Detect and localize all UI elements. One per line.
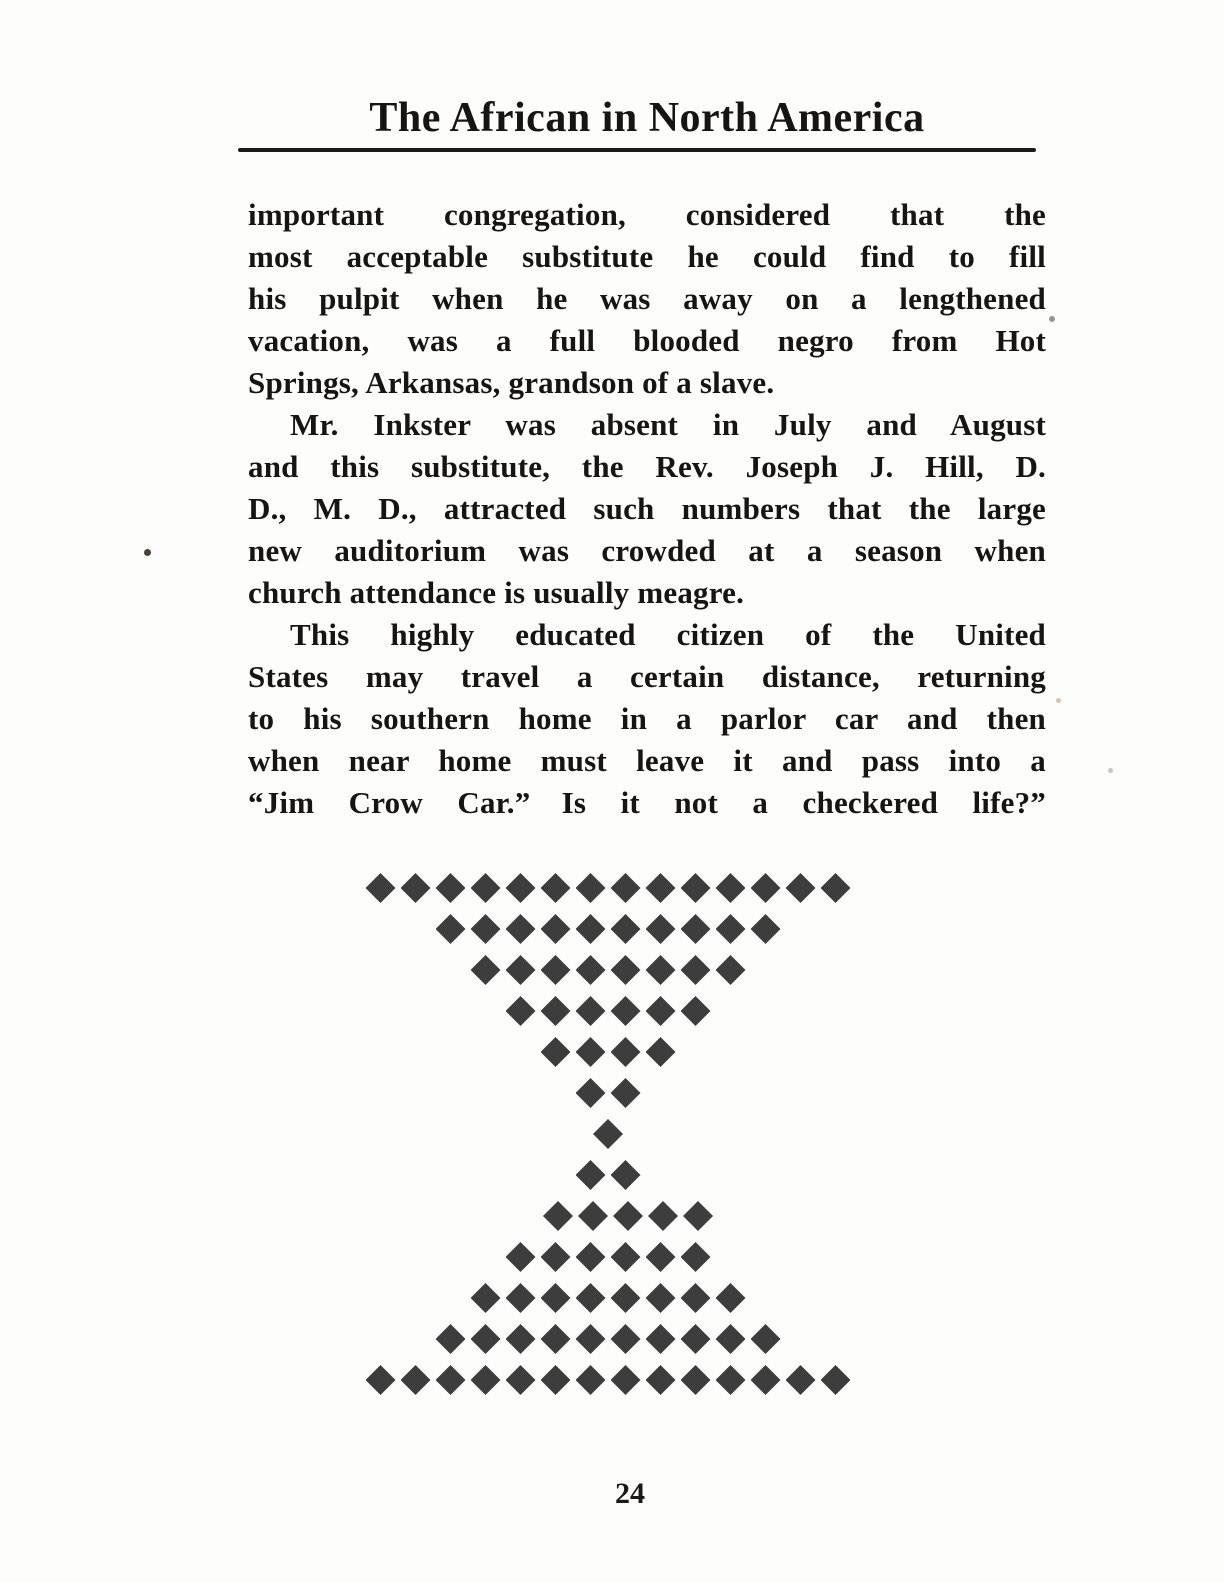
text-line: his pulpit when he was away on a lengthened (248, 281, 1046, 316)
diamond-icon (716, 1324, 746, 1354)
diamond-icon (541, 1365, 571, 1395)
diamond-icon (681, 914, 711, 944)
scan-speck (1056, 698, 1061, 703)
diamond-icon (576, 1242, 606, 1272)
diamond-icon (681, 1324, 711, 1354)
diamond-icon (366, 1365, 396, 1395)
paragraph-3 (248, 614, 1046, 824)
diamond-icon (786, 1365, 816, 1395)
diamond-icon (541, 1242, 571, 1272)
diamond-icon (646, 1324, 676, 1354)
diamond-icon (681, 955, 711, 985)
diamond-icon (436, 914, 466, 944)
ornament-row (576, 1078, 641, 1108)
diamond-icon (681, 1283, 711, 1313)
ornament-row (366, 1365, 851, 1395)
text-line: and this substitute, the Rev. Joseph J. Hill, D. (248, 449, 1046, 484)
diamond-icon (611, 914, 641, 944)
diamond-icon (506, 955, 536, 985)
text-column (248, 96, 1046, 824)
diamond-icon (471, 1365, 501, 1395)
diamond-icon (751, 873, 781, 903)
diamond-icon (681, 1365, 711, 1395)
diamond-icon (611, 1037, 641, 1067)
diamond-icon (611, 1324, 641, 1354)
diamond-icon (436, 1365, 466, 1395)
diamond-icon (821, 1365, 851, 1395)
diamond-icon (646, 914, 676, 944)
text-line: Mr. Inkster was absent in July and August (290, 407, 1046, 442)
diamond-icon (506, 873, 536, 903)
diamond-icon (751, 1365, 781, 1395)
text-line: church attendance is usually meagre. (248, 575, 745, 610)
diamond-icon (646, 996, 676, 1026)
diamond-icon (506, 1324, 536, 1354)
diamond-icon (716, 873, 746, 903)
text-line: States may travel a certain distance, returning (248, 659, 1046, 694)
text-line: when near home must leave it and pass into a (248, 743, 1046, 778)
ornament-row (506, 1242, 711, 1272)
diamond-icon (541, 955, 571, 985)
text-line: important congregation, considered that the (248, 197, 1046, 232)
diamond-icon (401, 1365, 431, 1395)
diamond-icon (646, 1037, 676, 1067)
diamond-icon (541, 873, 571, 903)
diamond-icon (576, 1283, 606, 1313)
diamond-icon (681, 873, 711, 903)
ornament-row (543, 1201, 713, 1231)
ornament-row (593, 1119, 623, 1149)
diamond-icon (436, 873, 466, 903)
diamond-icon (716, 1283, 746, 1313)
diamond-icon (506, 1283, 536, 1313)
diamond-icon (541, 914, 571, 944)
diamond-icon (646, 955, 676, 985)
diamond-icon (471, 1324, 501, 1354)
diamond-icon (576, 1324, 606, 1354)
diamond-icon (506, 1242, 536, 1272)
diamond-icon (578, 1201, 608, 1231)
paragraph-2 (248, 404, 1046, 614)
diamond-icon (541, 1324, 571, 1354)
diamond-icon (543, 1201, 573, 1231)
diamond-icon (681, 996, 711, 1026)
diamond-icon (716, 955, 746, 985)
diamond-icon (611, 1283, 641, 1313)
diamond-icon (613, 1201, 643, 1231)
diamond-icon (471, 873, 501, 903)
page-number: 24 (615, 1477, 645, 1510)
diamond-icon (786, 873, 816, 903)
diamond-icon (471, 1283, 501, 1313)
diamond-icon (366, 873, 396, 903)
diamond-icon (611, 955, 641, 985)
diamond-icon (716, 914, 746, 944)
diamond-icon (576, 1037, 606, 1067)
diamond-icon (681, 1242, 711, 1272)
diamond-icon (646, 1365, 676, 1395)
diamond-icon (576, 873, 606, 903)
page-title: The African in North America (369, 95, 925, 141)
diamond-icon (683, 1201, 713, 1231)
diamond-icon (611, 1078, 641, 1108)
diamond-icon (576, 1078, 606, 1108)
diamond-icon (716, 1365, 746, 1395)
diamond-icon (646, 1242, 676, 1272)
hourglass-ornament (0, 873, 1216, 1395)
diamond-icon (611, 1242, 641, 1272)
diamond-icon (506, 996, 536, 1026)
ornament-row (436, 914, 781, 944)
diamond-icon (471, 955, 501, 985)
diamond-icon (648, 1201, 678, 1231)
paragraph-1 (248, 194, 1046, 404)
diamond-icon (611, 873, 641, 903)
diamond-icon (506, 1365, 536, 1395)
diamond-icon (576, 1160, 606, 1190)
diamond-icon (576, 1365, 606, 1395)
text-line: to his southern home in a parlor car and then (248, 701, 1046, 736)
diamond-icon (611, 996, 641, 1026)
diamond-icon (401, 873, 431, 903)
diamond-icon (751, 1324, 781, 1354)
diamond-icon (821, 873, 851, 903)
ornament-row (576, 1160, 641, 1190)
ornament-row (366, 873, 851, 903)
diamond-icon (611, 1160, 641, 1190)
scan-speck (1108, 768, 1113, 773)
text-line: new auditorium was crowded at a season when (248, 533, 1046, 568)
body-text (248, 194, 1046, 824)
text-line: most acceptable substitute he could find to fill (248, 239, 1046, 274)
diamond-icon (541, 1037, 571, 1067)
diamond-icon (576, 955, 606, 985)
diamond-icon (751, 914, 781, 944)
text-line: “Jim Crow Car.” Is it not a checkered life?” (248, 785, 1046, 820)
text-line: Springs, Arkansas, grandson of a slave. (248, 365, 775, 400)
diamond-icon (576, 996, 606, 1026)
text-line: D., M. D., attracted such numbers that the large (248, 491, 1046, 526)
ornament-row (436, 1324, 781, 1354)
diamond-icon (646, 873, 676, 903)
ornament-row (471, 1283, 746, 1313)
scan-speck (144, 549, 151, 556)
diamond-icon (541, 1283, 571, 1313)
diamond-icon (506, 914, 536, 944)
diamond-icon (471, 914, 501, 944)
diamond-icon (611, 1365, 641, 1395)
ornament-row (471, 955, 746, 985)
ornament-row (541, 1037, 676, 1067)
text-line: This highly educated citizen of the United (290, 617, 1046, 652)
diamond-icon (646, 1283, 676, 1313)
diamond-icon (593, 1119, 623, 1149)
scan-speck (1049, 316, 1055, 322)
title-rule (238, 148, 1036, 152)
diamond-icon (436, 1324, 466, 1354)
text-line: vacation, was a full blooded negro from Hot (248, 323, 1046, 358)
diamond-icon (576, 914, 606, 944)
diamond-icon (541, 996, 571, 1026)
ornament-row (506, 996, 711, 1026)
